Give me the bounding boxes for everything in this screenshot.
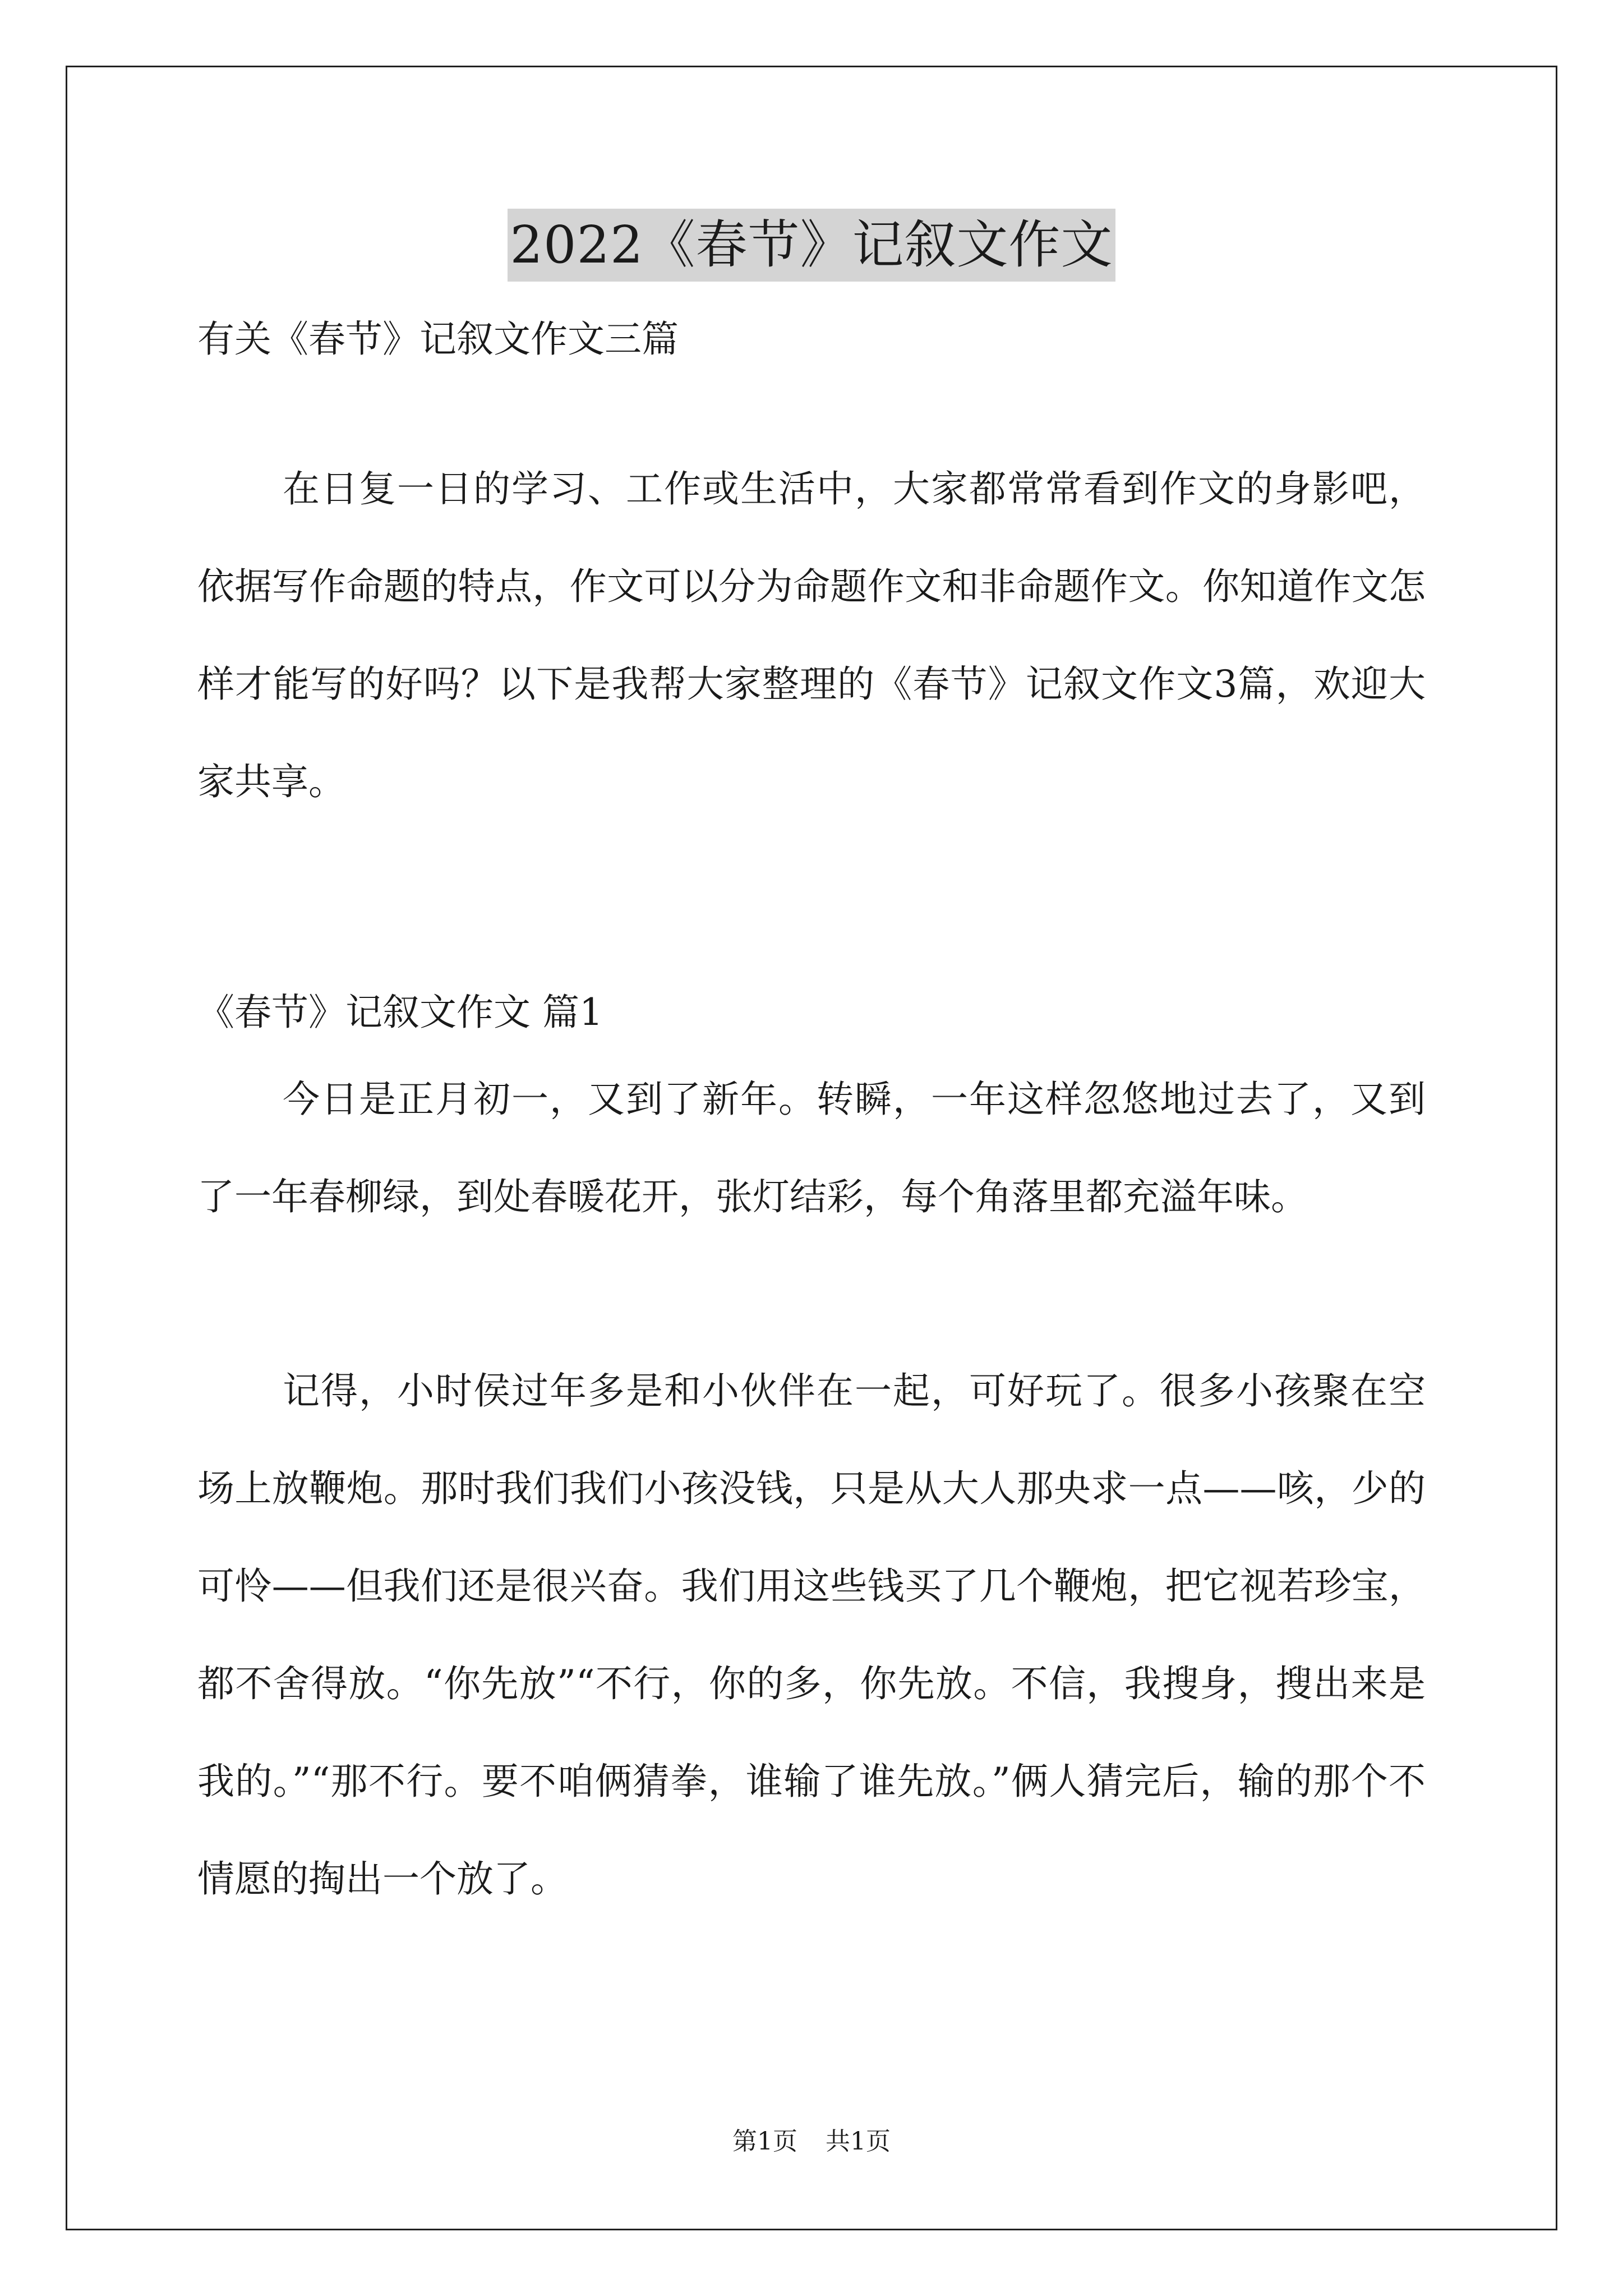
document-title: 2022《春节》记叙文作文 (508, 209, 1115, 282)
intro-paragraph: 在日复一日的学习、工作或生活中，大家都常常看到作文的身影吧，依据写作命题的特点，作文可以分为命题作文和非命题作文。你知道作文怎样才能写的好吗？以下是我帮大家整理的《春节》记叙文作文3篇，欢迎大家共享。 (197, 467, 1426, 803)
page-footer (0, 2126, 1623, 2157)
section-heading: 《春节》记叙文作文 篇1 (197, 991, 603, 1034)
body-paragraph-2: 记得，小时侯过年多是和小伙伴在一起，可好玩了。很多小孩聚在空场上放鞭炮。那时我们我们小孩没钱，只是从大人那央求一点——咳，少的可怜——但我们还是很兴奋。我们用这些钱买了几个鞭炮，把它视若珍宝，都不舍得放。“你先放”“不行，你的多，你先放。不信，我搜身，搜出来是我的。”“那不行。要不咱俩猜拳，谁输了谁先放。”俩人猜完后，输的那个不情愿的掏出一个放了。 (197, 1369, 1426, 1901)
document-subtitle: 有关《春节》记叙文作文三篇 (197, 318, 679, 361)
body-paragraph-1: 今日是正月初一，又到了新年。转瞬，一年这样忽悠地过去了，又到了一年春柳绿，到处春暖花开，张灯结彩，每个角落里都充溢年味。 (197, 1078, 1426, 1218)
page-number-total: 共1页 (826, 2127, 891, 2156)
page-number-current: 第1页 (732, 2127, 797, 2156)
title-container (0, 209, 1623, 282)
